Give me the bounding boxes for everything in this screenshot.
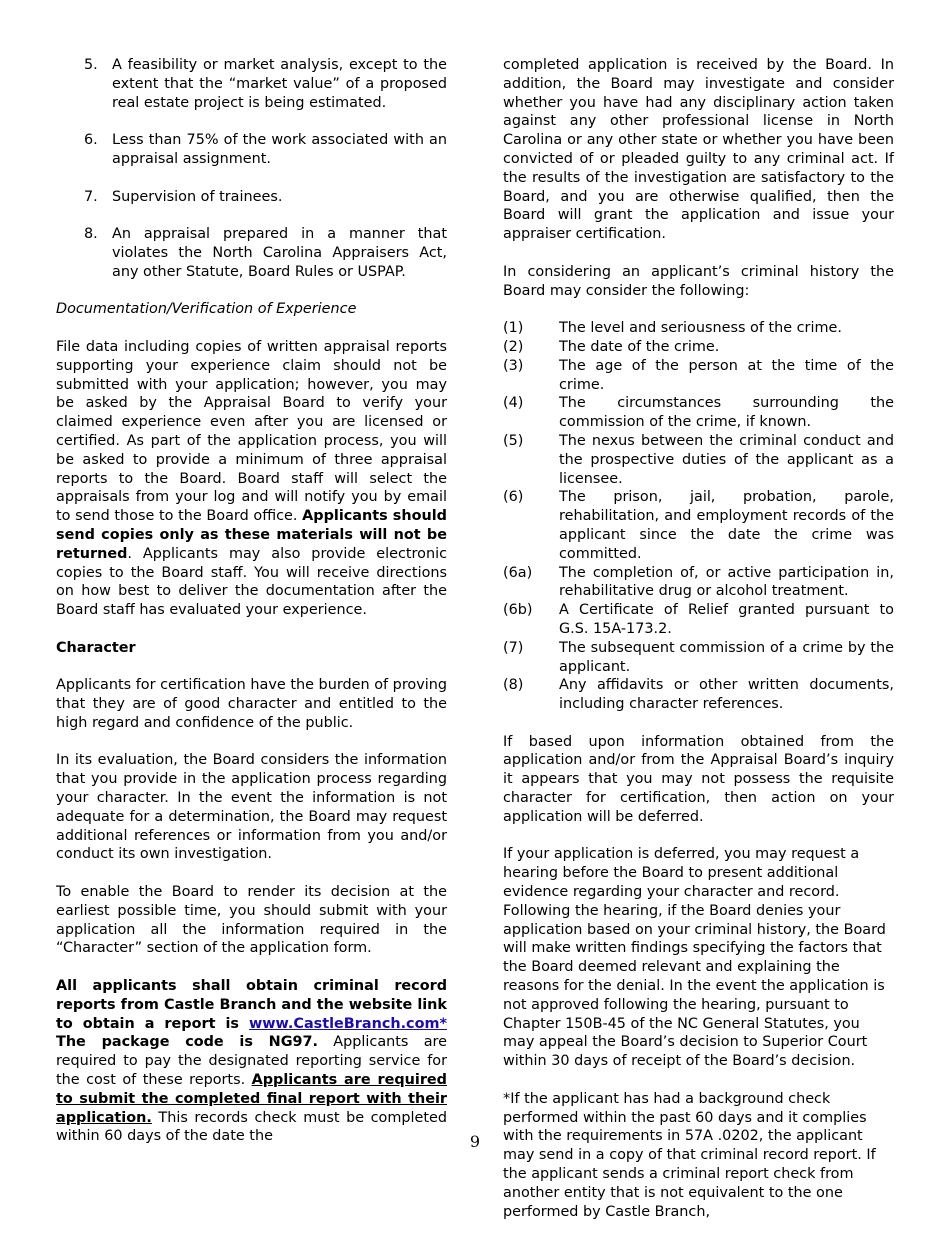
documentation-heading: Documentation/Verification of Experience bbox=[56, 301, 357, 318]
left-column bbox=[56, 56, 447, 1165]
hearing-paragraph: If your application is deferred, you may request a hearing before the Board to present additional evidence regarding your character and record. Following the hearing, if the Board denies your application based on your criminal history, the Board will make written findings specifying the factors that the Board deemed relevant and explaining the reasons for the denial. In the event the application is not approved following the hearing, pursuant to Chapter 150B-45 of the NC General Statutes, you may appeal the Board’s decision to Superior Court within 30 days of receipt of the Board’s decision. bbox=[503, 846, 886, 1070]
list-item: (6a) The completion of, or active participation in, rehabilitative drug or alcohol treatment. bbox=[503, 564, 894, 600]
list-item: 6. Less than 75% of the work associated with an appraisal assignment. bbox=[84, 132, 447, 167]
character-heading: Character bbox=[56, 639, 136, 656]
page-number: 9 bbox=[469, 1132, 481, 1151]
list-item: (1) The level and seriousness of the crime. bbox=[503, 320, 842, 337]
list-item: (6b) A Certificate of Relief granted pursuant to G.S. 15A-173.2. bbox=[503, 602, 894, 637]
list-item: 7. Supervision of trainees. bbox=[84, 188, 283, 205]
documentation-paragraph: File data including copies of written appraisal reports supporting your experience claim should not be submitted with your application; however, you may be asked by the Appraisal Board to verify your claimed experience even after you are licensed or certified. As part of the application process, you will be asked to provide a minimum of three appraisal reports to the Board. Board staff will select the appraisals from your log and will notify you by email to send those to the Board office. Applicants should send copies only as these materials will not be returned. Applicants may also provide electronic copies to the Board staff. You will receive directions on how best to deliver the documentation after the Board staff has evaluated your experience. bbox=[56, 338, 447, 619]
list-item: 8. An appraisal prepared in a manner that violates the North Carolina Appraisers Act, any other Statute, Board Rules or USPAP. bbox=[84, 226, 447, 280]
criminal-record-paragraph: All applicants shall obtain criminal record reports from Castle Branch and the website link to obtain a report is www.CastleBranch.com* The package code is NG97. Applicants are required to pay the designated reporting service for the cost of these reports. Applicants are required to submit the completed final report with their application. This records check must be completed within 60 days of the date the bbox=[56, 978, 447, 1145]
deferred-paragraph: If based upon information obtained from the application and/or from the Appraisal Board’s inquiry it appears that you may not possess the requisite character for certification, then action on your application will be deferred. bbox=[503, 733, 894, 825]
list-item: (6) The prison, jail, probation, parole, rehabilitation, and employment records of the applicant since the date the crime was committed. bbox=[503, 489, 894, 562]
footnote-paragraph: *If the applicant has had a background check performed within the past 60 days and it complies with the requirements in 57A .0202, the applicant may send in a copy of that criminal record report. If the applicant sends a criminal report check from another entity that is not equivalent to the one performed by Castle Branch, bbox=[503, 1090, 876, 1220]
continued-paragraph: completed application is received by the Board. In addition, the Board may investigate and consider whether you have had any disciplinary action taken against any other professional license in North Carolina or any other state or whether you have been convicted of or pleaded guilty to any criminal act. If the results of the investigation are satisfactory to the Board, and you are otherwise qualified, then the Board will grant the application and issue your appraiser certification. bbox=[503, 57, 894, 243]
list-item: (2) The date of the crime. bbox=[503, 338, 720, 355]
list-item: (5) The nexus between the criminal conduct and the prospective duties of the applicant as a licensee. bbox=[503, 432, 894, 487]
consider-intro: In considering an applicant’s criminal history the Board may consider the following: bbox=[503, 263, 894, 299]
list-item: (7) The subsequent commission of a crime by the applicant. bbox=[503, 639, 894, 675]
character-paragraph-1: Applicants for certification have the burden of proving that they are of good character and entitled to the high regard and confidence of the public. bbox=[56, 677, 447, 731]
character-paragraph-2: In its evaluation, the Board considers the information that you provide in the application process regarding your character. In the event the information is not adequate for a determination, the Board may request additional references or information from you and/or conduct its own investigation. bbox=[56, 752, 447, 863]
return-warning: Applicants should send copies only as these materials will not be returned bbox=[56, 508, 447, 562]
list-item: 5. A feasibility or market analysis, except to the extent that the “market value” of a proposed real estate project is being estimated. bbox=[84, 57, 447, 111]
castlebranch-link[interactable]: www.CastleBranch.com* bbox=[248, 1015, 447, 1032]
list-item: (4) The circumstances surrounding the commission of the crime, if known. bbox=[503, 395, 894, 431]
experience-exclusions-list bbox=[56, 56, 447, 282]
criminal-history-criteria-list bbox=[503, 319, 894, 714]
character-paragraph-3: To enable the Board to render its decision at the earliest possible time, you should submit with your application all the information required in the “Character” section of the application form. bbox=[56, 884, 447, 957]
submit-report-requirement: Applicants are required to submit the completed final report with their application. bbox=[56, 1072, 447, 1126]
list-item: (8) Any affidavits or other written documents, including character references. bbox=[503, 677, 894, 713]
list-item: (3) The age of the person at the time of the crime. bbox=[503, 357, 894, 393]
right-column bbox=[503, 56, 894, 1240]
